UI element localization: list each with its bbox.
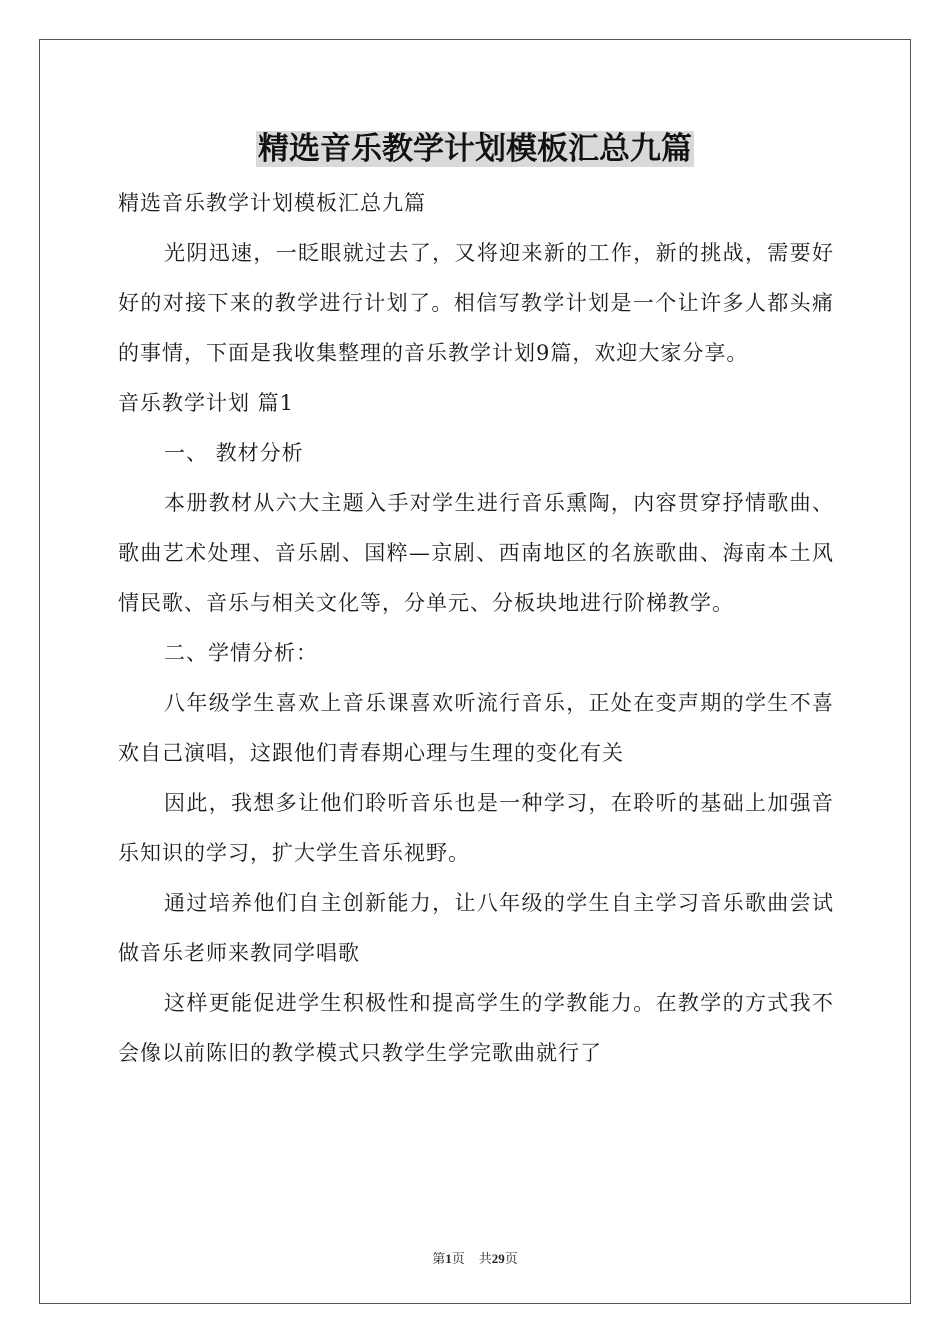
section-heading: 音乐教学计划 篇1 — [118, 391, 295, 415]
document-body — [118, 178, 834, 1078]
page-prefix: 第 — [432, 1251, 446, 1266]
paragraph: 本册教材从六大主题入手对学生进行音乐熏陶，内容贯穿抒情歌曲、歌曲艺术处理、音乐剧、国粹—京剧、西南地区的名族歌曲、海南本土风情民歌、音乐与相关文化等，分单元、分板块地进行阶梯教学。 — [118, 491, 834, 615]
total-pages: 29 — [491, 1251, 505, 1266]
total-prefix: 共 — [478, 1251, 492, 1266]
paragraph: 八年级学生喜欢上音乐课喜欢听流行音乐，正处在变声期的学生不喜欢自己演唱，这跟他们青春期心理与生理的变化有关 — [118, 691, 834, 765]
subsection-heading: 二、学情分析： — [164, 641, 318, 665]
page-footer — [0, 1248, 950, 1267]
document-title-text: 精选音乐教学计划模板汇总九篇 — [258, 131, 692, 167]
paragraph: 精选音乐教学计划模板汇总九篇 — [118, 191, 426, 215]
paragraph: 因此，我想多让他们聆听音乐也是一种学习，在聆听的基础上加强音乐知识的学习，扩大学生音乐视野。 — [118, 791, 834, 865]
paragraph: 光阴迅速，一眨眼就过去了，又将迎来新的工作，新的挑战，需要好好的对接下来的教学进行计划了。相信写教学计划是一个让许多人都头痛的事情，下面是我收集整理的音乐教学计划9篇，欢迎大家分享。 — [118, 241, 834, 365]
paragraph: 这样更能促进学生积极性和提高学生的学教能力。在教学的方式我不会像以前陈旧的教学模式只教学生学完歌曲就行了 — [118, 991, 834, 1065]
page-number: 1 — [445, 1251, 452, 1266]
document-title — [0, 126, 950, 172]
page-suffix: 页 — [451, 1251, 465, 1266]
subsection-heading: 一、 教材分析 — [164, 441, 304, 465]
paragraph: 通过培养他们自主创新能力，让八年级的学生自主学习音乐歌曲尝试做音乐老师来教同学唱歌 — [118, 891, 834, 965]
total-suffix: 页 — [504, 1251, 518, 1266]
